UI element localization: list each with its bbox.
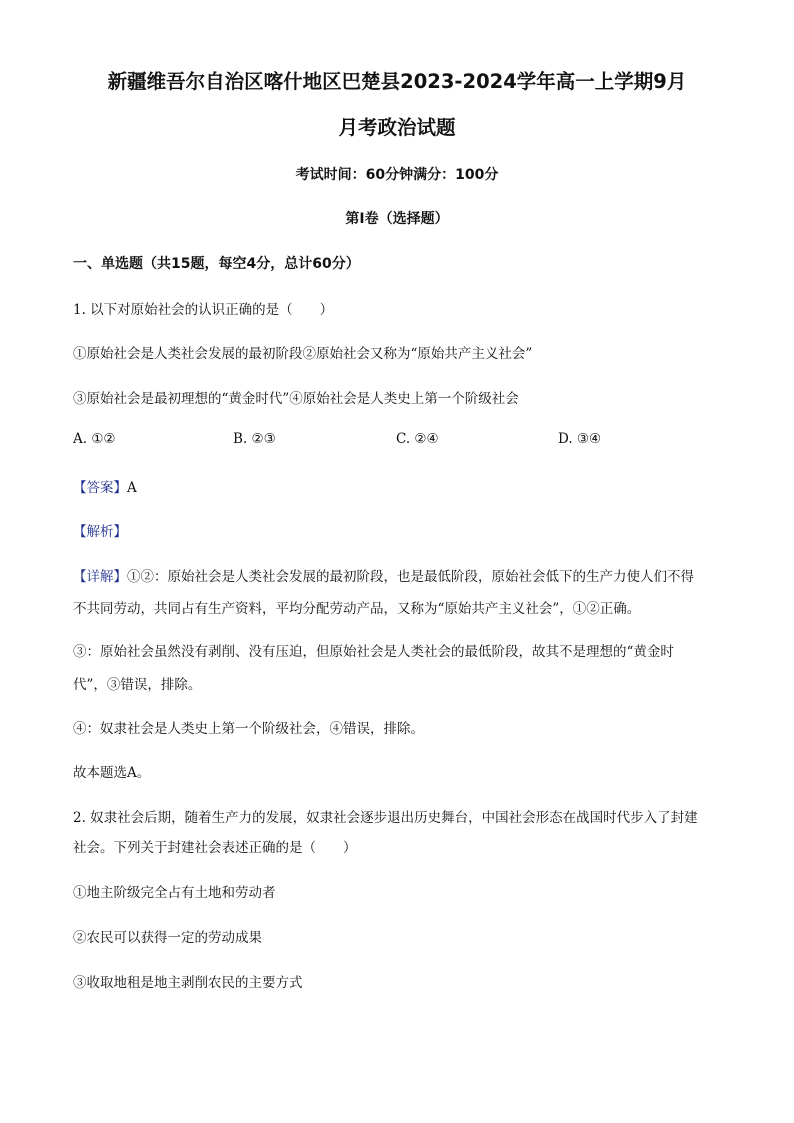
question-1-option-a: A. ①② [73,431,116,447]
volume-heading: 第I卷（选择题） [345,211,449,227]
question-1-option-b: B. ②③ [233,431,276,447]
detail-text-1: ①②：原始社会是人类社会发展的最初阶段，也是最低阶段，原始社会低下的生产力使人们不得 [127,569,694,585]
question-1-answer [73,476,137,496]
exam-info: 考试时间：60分钟满分：100分 [295,167,499,183]
question-2-stem-line2: 社会。下列关于封建社会表述正确的是（ ） [73,840,357,856]
detail-line-3: ③：原始社会虽然没有剥削、没有压迫，但原始社会是人类社会的最低阶段，故其不是理想的“黄金时 [73,644,674,660]
question-2-statement-3: ③收取地租是地主剥削农民的主要方式 [73,975,303,991]
question-1-statement-a: ①原始社会是人类社会发展的最初阶段②原始社会又称为“原始共产主义社会” [73,346,533,362]
question-2-stem-line1: 2. 奴隶社会后期，随着生产力的发展，奴隶社会逐步退出历史舞台，中国社会形态在战国时代步入了封建 [73,810,698,826]
detail-line-4: 代”，③错误，排除。 [73,677,202,693]
analysis-tag: 【解析】 [73,524,127,540]
question-1-option-d: D. ③④ [558,431,602,447]
section-heading: 一、单选题（共15题，每空4分，总计60分） [73,256,360,272]
document-title-line2: 月考政治试题 [338,116,456,139]
question-2-statement-2: ②农民可以获得一定的劳动成果 [73,930,262,946]
answer-tag: 【答案】 [73,480,127,496]
question-1-conclusion: 故本题选A。 [73,765,151,781]
question-1-option-c: C. ②④ [396,431,439,447]
question-2-statement-1: ①地主阶级完全占有土地和劳动者 [73,885,276,901]
question-1-stem: 1. 以下对原始社会的认识正确的是（ ） [73,302,334,318]
detail-tag: 【详解】 [73,569,127,585]
detail-line-1 [73,565,694,585]
answer-value: A [127,480,137,496]
document-title-line1: 新疆维吾尔自治区喀什地区巴楚县2023-2024学年高一上学期9月 [107,70,687,93]
question-1-statement-b: ③原始社会是最初理想的“黄金时代”④原始社会是人类史上第一个阶级社会 [73,391,519,407]
detail-line-5: ④：奴隶社会是人类史上第一个阶级社会，④错误，排除。 [73,721,424,737]
detail-line-2: 不共同劳动，共同占有生产资料，平均分配劳动产品，又称为“原始共产主义社会”，①②正确。 [73,601,641,617]
